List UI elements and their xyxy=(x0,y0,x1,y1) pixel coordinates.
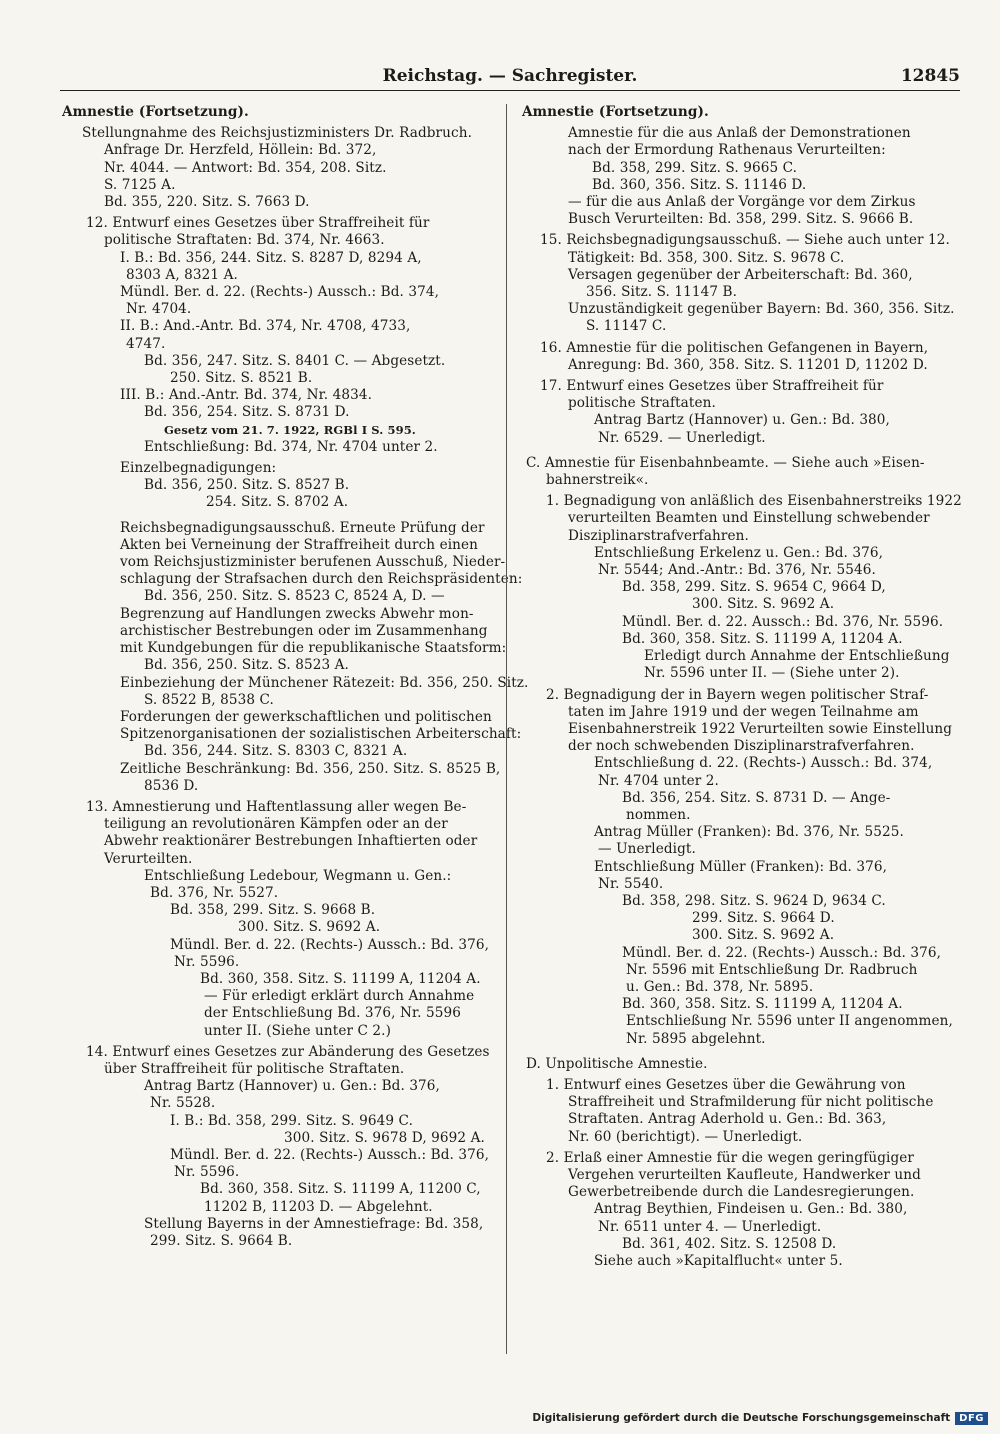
index-line: 2. Begnadigung der in Bayern wegen politischer Straf- xyxy=(546,686,929,703)
column-divider xyxy=(506,104,507,1354)
index-line: S. 8522 B, 8538 C. xyxy=(144,691,274,708)
index-line: Mündl. Ber. d. 22. Aussch.: Bd. 376, Nr. 5596. xyxy=(622,613,944,630)
index-line: 1. Entwurf eines Gesetzes über die Gewährung von xyxy=(546,1076,906,1093)
index-line: Zeitliche Beschränkung: Bd. 356, 250. Sitz. S. 8525 B, xyxy=(120,760,501,777)
index-line: S. 11147 C. xyxy=(586,318,667,335)
index-line: der Entschließung Bd. 376, Nr. 5596 xyxy=(204,1005,461,1022)
index-line: mit Kundgebungen für die republikanische Staatsform: xyxy=(120,640,507,657)
index-line: Bd. 355, 220. Sitz. S. 7663 D. xyxy=(104,194,310,211)
index-line: Bd. 360, 358. Sitz. S. 11199 A, 11200 C, xyxy=(200,1181,481,1198)
index-line: Bd. 356, 254. Sitz. S. 8731 D. — Ange- xyxy=(622,789,891,806)
index-line: 16. Amnestie für die politischen Gefangenen in Bayern, xyxy=(540,339,929,356)
index-line: Anregung: Bd. 360, 358. Sitz. S. 11201 D, 11202 D. xyxy=(568,356,928,373)
index-line: Busch Verurteilten: Bd. 358, 299. Sitz. S. 9666 B. xyxy=(568,211,914,228)
dfg-logo: DFG xyxy=(955,1412,988,1425)
index-line: der noch schwebenden Disziplinarstrafverfahren. xyxy=(568,738,915,755)
index-line: Bd. 376, Nr. 5527. xyxy=(150,884,279,901)
spacer xyxy=(522,447,962,455)
index-line: Vergehen verurteilten Kaufleute, Handwerker und xyxy=(568,1166,921,1183)
index-line: Akten bei Verneinung der Straffreiheit durch einen xyxy=(120,536,479,553)
index-line: bahnerstreik«. xyxy=(546,472,649,489)
index-line: 15. Reichsbegnadigungsausschuß. — Siehe auch unter 12. xyxy=(540,232,950,249)
index-line: Nr. 5540. xyxy=(598,875,664,892)
index-line: I. B.: Bd. 358, 299. Sitz. S. 9649 C. xyxy=(170,1112,413,1129)
index-line: Versagen gegenüber der Arbeiterschaft: Bd. 360, xyxy=(568,266,913,283)
index-line: 250. Sitz. S. 8521 B. xyxy=(170,370,313,387)
index-line: Bd. 358, 299. Sitz. S. 9665 C. xyxy=(592,159,798,176)
index-line: Bd. 356, 250. Sitz. S. 8527 B. xyxy=(144,477,350,494)
index-line: Anfrage Dr. Herzfeld, Höllein: Bd. 372, xyxy=(104,142,377,159)
index-line: Bd. 356, 254. Sitz. S. 8731 D. xyxy=(144,404,350,421)
index-line: Bd. 360, 356. Sitz. S. 11146 D. xyxy=(592,176,807,193)
index-line: Gewerbetreibende durch die Landesregierungen. xyxy=(568,1184,915,1201)
index-line: Bd. 358, 299. Sitz. S. 9654 C, 9664 D, xyxy=(622,579,886,596)
index-line: 8303 A, 8321 A. xyxy=(126,266,238,283)
index-line: Begrenzung auf Handlungen zwecks Abwehr mon- xyxy=(120,605,474,622)
index-line: — für die aus Anlaß der Vorgänge vor dem Zirkus xyxy=(568,194,916,211)
index-line: D. Unpolitische Amnestie. xyxy=(526,1055,708,1072)
index-line: 300. Sitz. S. 9692 A. xyxy=(238,919,381,936)
index-line: Bd. 358, 298. Sitz. S. 9624 D, 9634 C. xyxy=(622,892,886,909)
index-line: unter II. (Siehe unter C 2.) xyxy=(204,1022,391,1039)
left-column xyxy=(62,104,529,1250)
index-line: Amnestie (Fortsetzung). xyxy=(62,104,249,120)
index-line: Nr. 5528. xyxy=(150,1095,216,1112)
index-line: Bd. 361, 402. Sitz. S. 12508 D. xyxy=(622,1235,837,1252)
index-line: Nr. 5596. xyxy=(174,1164,240,1181)
index-line: Mündl. Ber. d. 22. (Rechts-) Aussch.: Bd. 376, xyxy=(622,944,942,961)
index-line: Nr. 6511 unter 4. — Unerledigt. xyxy=(598,1218,822,1235)
index-line: taten im Jahre 1919 und der wegen Teilnahme am xyxy=(568,703,919,720)
index-line: Bd. 360, 358. Sitz. S. 11199 A, 11204 A. xyxy=(200,970,481,987)
index-line: 2. Erlaß einer Amnestie für die wegen geringfügiger xyxy=(546,1149,914,1166)
right-column xyxy=(522,104,962,1270)
page-header xyxy=(60,64,960,91)
index-line: — Unerledigt. xyxy=(598,841,696,858)
index-line: Reichsbegnadigungsausschuß. Erneute Prüfung der xyxy=(120,519,485,536)
index-line: Amnestie (Fortsetzung). xyxy=(522,104,709,120)
index-line: schlagung der Strafsachen durch den Reichspräsidenten: xyxy=(120,571,523,588)
index-line: teiligung an revolutionären Kämpfen oder an der xyxy=(104,816,448,833)
index-line: Entschließung: Bd. 374, Nr. 4704 unter 2. xyxy=(144,438,438,455)
index-line: I. B.: Bd. 356, 244. Sitz. S. 8287 D, 8294 A, xyxy=(120,249,422,266)
index-line: Tätigkeit: Bd. 358, 300. Sitz. S. 9678 C. xyxy=(568,249,845,266)
index-line: Spitzenorganisationen der sozialistischen Arbeiterschaft: xyxy=(120,726,522,743)
index-line: Nr. 5596. xyxy=(174,953,240,970)
index-line: Antrag Bartz (Hannover) u. Gen.: Bd. 376, xyxy=(144,1078,440,1095)
index-line: 300. Sitz. S. 9678 D, 9692 A. xyxy=(284,1129,485,1146)
index-line: Bd. 356, 247. Sitz. S. 8401 C. — Abgesetzt. xyxy=(144,352,446,369)
spacer xyxy=(522,1048,962,1056)
index-line: Bd. 360, 358. Sitz. S. 11199 A, 11204 A. xyxy=(622,630,903,647)
index-line: 1. Begnadigung von anläßlich des Eisenbahnerstreiks 1922 xyxy=(546,493,962,510)
index-line: Unzuständigkeit gegenüber Bayern: Bd. 360, 356. Sitz. xyxy=(568,301,955,318)
index-line: Abwehr reaktionärer Bestrebungen Inhaftierten oder xyxy=(104,833,478,850)
index-line: C. Amnestie für Eisenbahnbeamte. — Siehe auch »Eisen- xyxy=(526,454,925,471)
index-line: 300. Sitz. S. 9692 A. xyxy=(692,596,835,613)
index-line: nommen. xyxy=(626,806,691,823)
index-line: Erledigt durch Annahme der Entschließung xyxy=(644,648,950,665)
index-line: II. B.: And.-Antr. Bd. 374, Nr. 4708, 4733, xyxy=(120,318,411,335)
index-line: Entschließung Nr. 5596 unter II angenommen, xyxy=(626,1013,953,1030)
index-line: Amnestie für die aus Anlaß der Demonstrationen xyxy=(568,125,911,142)
index-line: 14. Entwurf eines Gesetzes zur Abänderung des Gesetzes xyxy=(86,1043,490,1060)
index-line: — Für erledigt erklärt durch Annahme xyxy=(204,988,475,1005)
index-line: Nr. 5596 mit Entschließung Dr. Radbruch xyxy=(626,961,918,978)
index-line: 13. Amnestierung und Haftentlassung aller wegen Be- xyxy=(86,798,467,815)
index-line: Nr. 6529. — Unerledigt. xyxy=(598,429,766,446)
index-line: Nr. 5596 unter II. — (Siehe unter 2). xyxy=(644,665,900,682)
index-line: Mündl. Ber. d. 22. (Rechts-) Aussch.: Bd. 376, xyxy=(170,1146,490,1163)
index-line: Bd. 356, 244. Sitz. S. 8303 C, 8321 A. xyxy=(144,743,408,760)
index-line: 356. Sitz. S. 11147 B. xyxy=(586,284,738,301)
index-line: Nr. 5544; And.-Antr.: Bd. 376, Nr. 5546. xyxy=(598,562,876,579)
index-line: politische Straftaten: Bd. 374, Nr. 4663. xyxy=(104,232,385,249)
index-line: Nr. 4044. — Antwort: Bd. 354, 208. Sitz. xyxy=(104,159,387,176)
index-line: Nr. 60 (berichtigt). — Unerledigt. xyxy=(568,1128,803,1145)
index-line: Disziplinarstrafverfahren. xyxy=(568,527,749,544)
index-line: Bd. 360, 358. Sitz. S. 11199 A, 11204 A. xyxy=(622,996,903,1013)
index-line: Entschließung Ledebour, Wegmann u. Gen.: xyxy=(144,867,452,884)
index-line: archistischer Bestrebungen oder im Zusammenhang xyxy=(120,622,488,639)
index-line: Nr. 4704 unter 2. xyxy=(598,772,719,789)
index-line: 12. Entwurf eines Gesetzes über Straffreiheit für xyxy=(86,215,430,232)
index-line: Gesetz vom 21. 7. 1922, RGBl I S. 595. xyxy=(164,422,416,437)
running-title: Reichstag. — Sachregister. xyxy=(382,66,638,86)
index-line: Mündl. Ber. d. 22. (Rechts-) Aussch.: Bd. 374, xyxy=(120,284,440,301)
index-line: Bd. 356, 250. Sitz. S. 8523 A. xyxy=(144,657,349,674)
index-line: Entschließung d. 22. (Rechts-) Aussch.: Bd. 374, xyxy=(594,755,933,772)
index-line: Entschließung Müller (Franken): Bd. 376, xyxy=(594,858,888,875)
index-line: politische Straftaten. xyxy=(568,395,716,412)
spacer xyxy=(62,512,502,520)
index-line: 299. Sitz. S. 9664 B. xyxy=(150,1233,293,1249)
page-number: 12845 xyxy=(900,66,960,86)
index-line: Nr. 4704. xyxy=(126,301,192,318)
index-line: Antrag Beythien, Findeisen u. Gen.: Bd. 380, xyxy=(594,1201,908,1218)
index-line: Nr. 5895 abgelehnt. xyxy=(626,1030,766,1047)
index-line: 17. Entwurf eines Gesetzes über Straffreiheit für xyxy=(540,378,884,395)
footer xyxy=(532,1410,988,1426)
index-line: Forderungen der gewerkschaftlichen und politischen xyxy=(120,708,492,725)
index-line: 300. Sitz. S. 9692 A. xyxy=(692,927,835,944)
index-line: III. B.: And.-Antr. Bd. 374, Nr. 4834. xyxy=(120,387,373,404)
index-line: 11202 B, 11203 D. — Abgelehnt. xyxy=(204,1198,433,1215)
index-line: vom Reichsjustizminister berufenen Ausschuß, Nieder- xyxy=(120,554,506,571)
index-line: Einzelbegnadigungen: xyxy=(120,460,277,477)
index-line: Bd. 358, 299. Sitz. S. 9668 B. xyxy=(170,902,376,919)
index-line: S. 7125 A. xyxy=(104,176,176,193)
index-line: 254. Sitz. S. 8702 A. xyxy=(206,494,349,511)
index-line: Straffreiheit und Strafmilderung für nicht politische xyxy=(568,1094,934,1111)
index-line: Straftaten. Antrag Aderhold u. Gen.: Bd. 363, xyxy=(568,1111,887,1128)
index-line: Antrag Müller (Franken): Bd. 376, Nr. 5525. xyxy=(594,824,904,841)
index-line: Einbeziehung der Münchener Rätezeit: Bd. 356, 250. Sitz. xyxy=(120,674,529,691)
index-line: Entschließung Erkelenz u. Gen.: Bd. 376, xyxy=(594,544,884,561)
index-line: Mündl. Ber. d. 22. (Rechts-) Aussch.: Bd. 376, xyxy=(170,936,490,953)
index-line: Verurteilten. xyxy=(104,850,193,867)
index-line: Eisenbahnerstreik 1922 Verurteilten sowie Einstellung xyxy=(568,720,953,737)
index-line: Stellungnahme des Reichsjustizministers Dr. Radbruch. xyxy=(82,125,472,142)
index-line: Bd. 356, 250. Sitz. S. 8523 C, 8524 A, D. — xyxy=(144,588,445,605)
index-line: u. Gen.: Bd. 378, Nr. 5895. xyxy=(626,978,814,995)
index-line: nach der Ermordung Rathenaus Verurteilten: xyxy=(568,142,886,159)
index-line: Stellung Bayerns in der Amnestiefrage: Bd. 358, xyxy=(144,1215,484,1232)
index-line: Siehe auch »Kapitalflucht« unter 5. xyxy=(594,1253,843,1269)
footer-credit: Digitalisierung gefördert durch die Deutsche Forschungsgemeinschaft xyxy=(532,1412,951,1424)
index-line: über Straffreiheit für politische Straftaten. xyxy=(104,1060,405,1077)
index-line: verurteilten Beamten und Einstellung schwebender xyxy=(568,510,930,527)
index-line: Antrag Bartz (Hannover) u. Gen.: Bd. 380, xyxy=(594,412,890,429)
index-line: 4747. xyxy=(126,335,166,352)
index-line: 299. Sitz. S. 9664 D. xyxy=(692,910,835,927)
index-line: 8536 D. xyxy=(144,777,199,794)
